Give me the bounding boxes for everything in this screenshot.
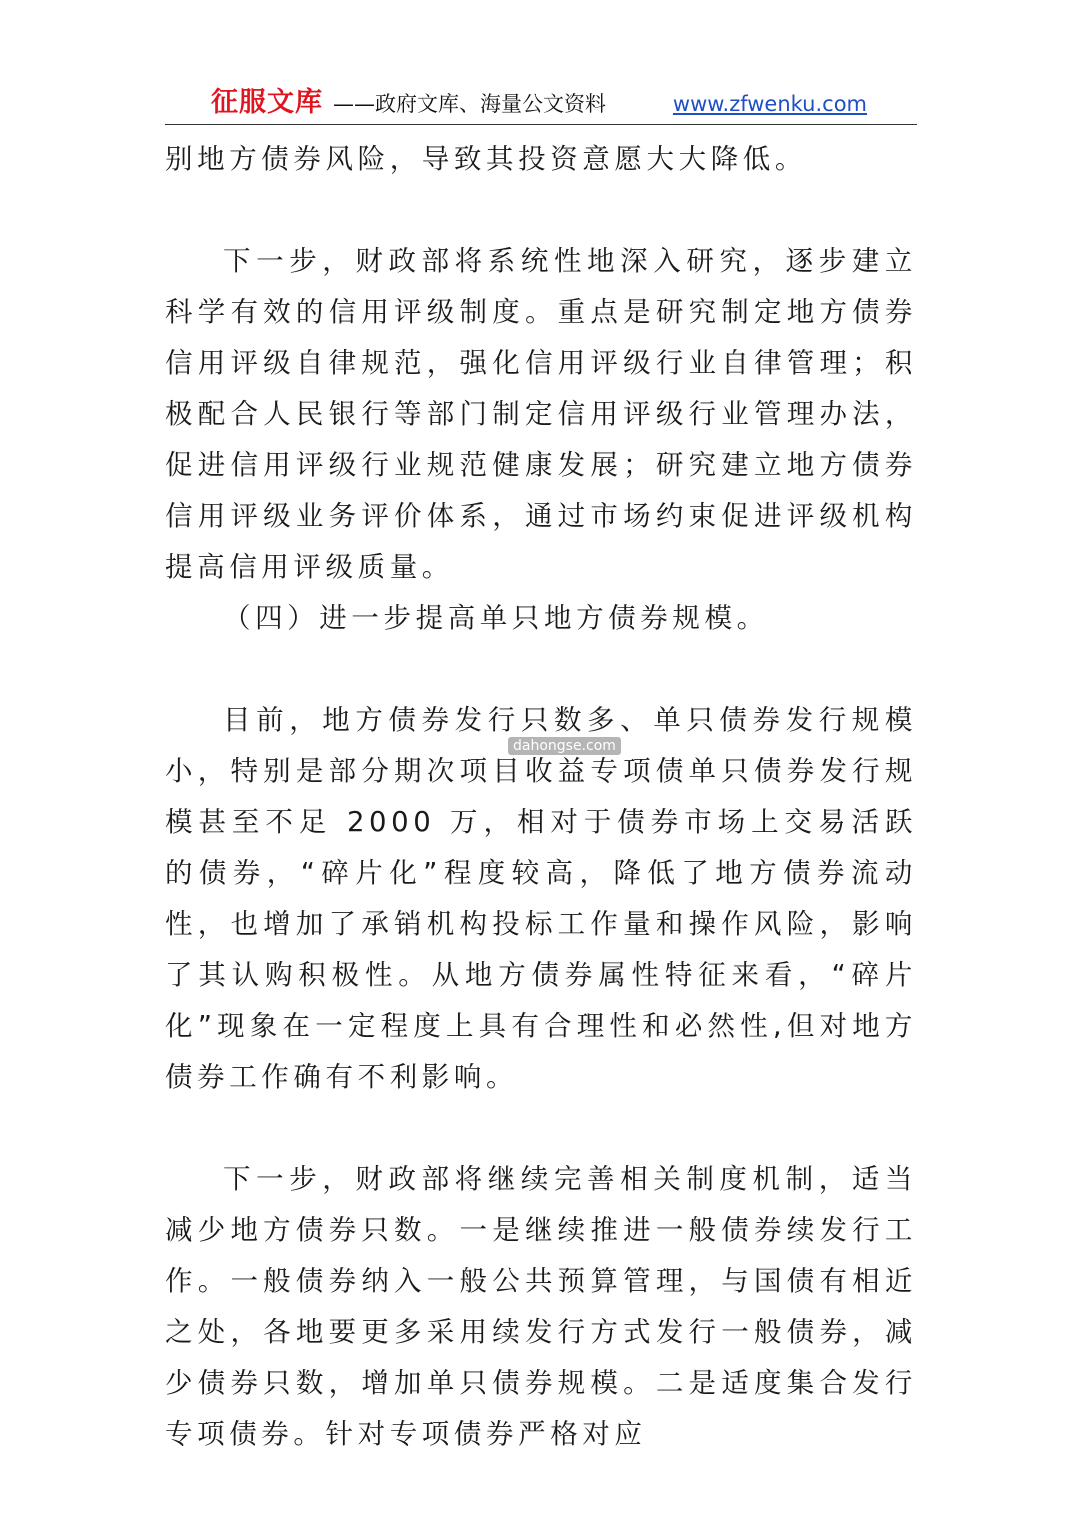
paragraph-continuation: 别地方债券风险，导致其投资意愿大大降低。 bbox=[165, 143, 807, 175]
brand-logo-text: 征服文库 bbox=[211, 87, 323, 118]
site-url-link[interactable]: www.zfwenku.com bbox=[672, 92, 867, 116]
watermark-badge: dahongse.com bbox=[508, 737, 621, 755]
paragraph-fragmentation: 目前，地方债券发行只数多、单只债券发行规模小，特别是部分期次项目收益专项债单只债券发行规模甚至不足 2000 万，相对于债券市场上交易活跃的债券，“碎片化”程度较高，降低了地方债券流动性，也增加了承销机构投标工作量和操作风险，影响了其认购积极性。从地方债券属性特征来看，“碎片化”现象在一定程度上具有合理性和必然性,但对地方债券工作确有不利影响。 bbox=[165, 704, 917, 1093]
paragraph-next-steps: 下一步，财政部将继续完善相关制度机制，适当减少地方债券只数。一是继续推进一般债券续发行工作。一般债券纳入一般公共预算管理，与国债有相近之处，各地要更多采用续发行方式发行一般债券，减少债券只数，增加单只债券规模。二是适度集合发行专项债券。针对专项债券严格对应 bbox=[165, 1163, 917, 1450]
section-heading: （四）进一步提高单只地方债券规模。 bbox=[223, 602, 769, 634]
header-tagline: ——政府文库、海量公文资料 bbox=[333, 92, 606, 116]
paragraph-rating-system: 下一步，财政部将系统性地深入研究，逐步建立科学有效的信用评级制度。重点是研究制定地方债券信用评级自律规范，强化信用评级行业自律管理；积极配合人民银行等部门制定信用评级行业管理办法，促进信用评级行业规范健康发展；研究建立地方债券信用评级业务评价体系，通过市场约束促进评级机构提高信用评级质量。 bbox=[165, 245, 917, 583]
document-body bbox=[165, 134, 917, 1460]
page-header bbox=[165, 84, 917, 125]
